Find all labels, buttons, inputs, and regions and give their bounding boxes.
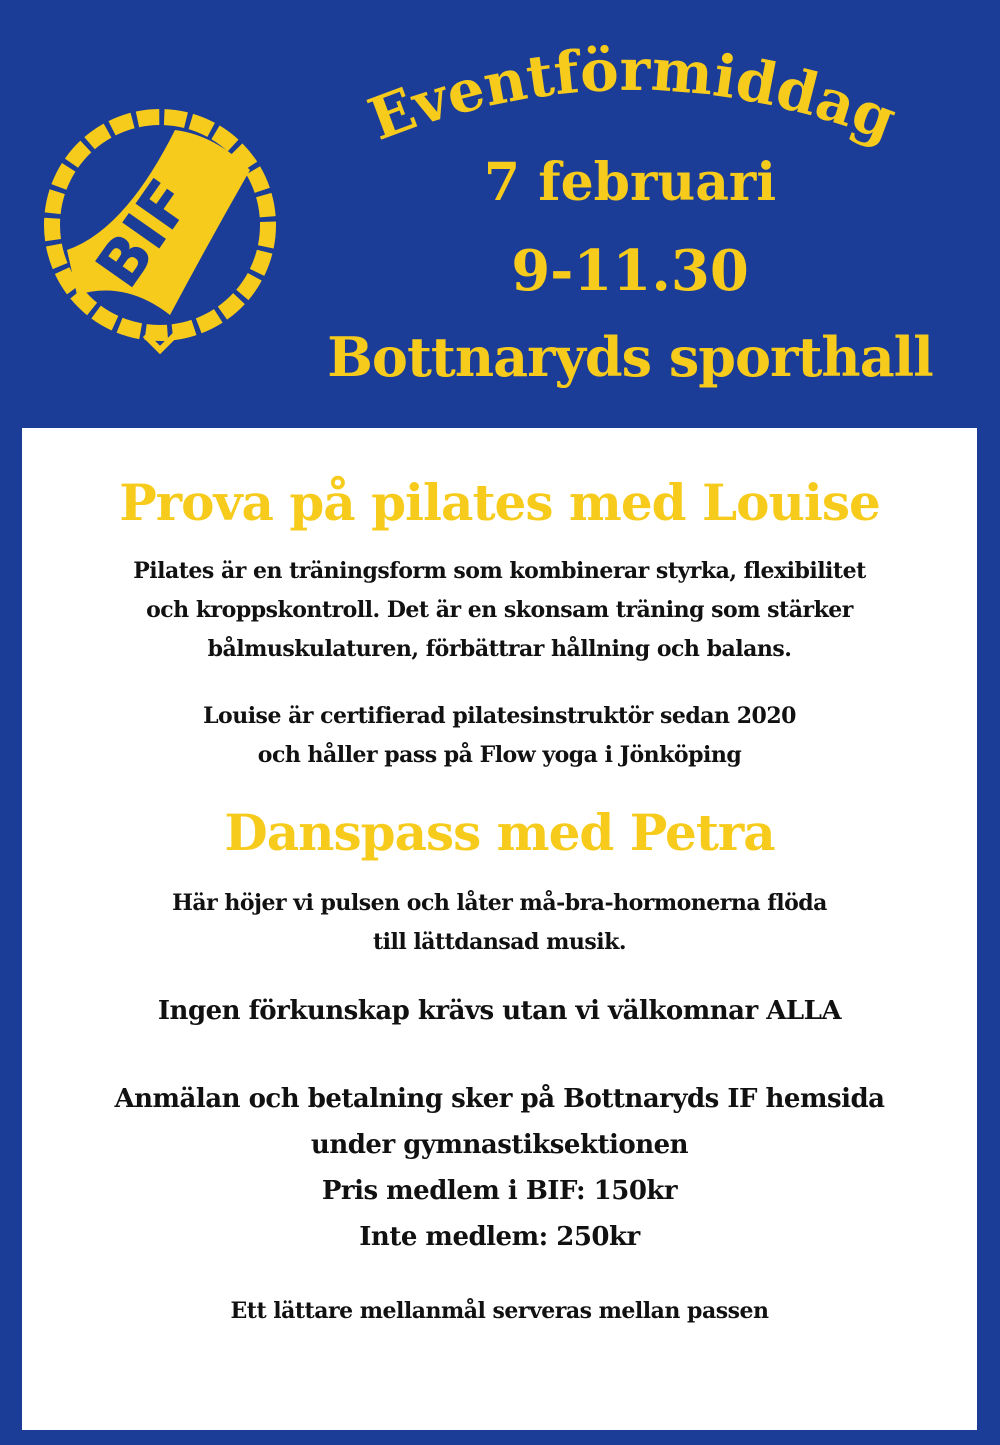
- pilates-heading: Prova på pilates med Louise: [119, 473, 880, 532]
- text-line: till lättdansad musik.: [372, 929, 627, 955]
- louise-bio: [22, 697, 977, 775]
- text-line: och kroppskontroll. Det är en skonsam träning som stärker: [146, 597, 853, 623]
- svg-text:BIF: BIF: [81, 166, 206, 301]
- signup-line: under gymnastiksektionen: [310, 1130, 689, 1160]
- text-line: Pilates är en träningsform som kombinerar styrka, flexibilitet: [133, 558, 866, 584]
- bif-logo: [35, 100, 285, 360]
- snack-note: Ett lättare mellanmål serveras mellan passen: [230, 1298, 769, 1324]
- signup-line: Anmälan och betalning sker på Bottnaryds IF hemsida: [114, 1084, 885, 1114]
- event-location: Bottnaryds sporthall: [327, 325, 933, 389]
- price-member: Pris medlem i BIF: 150kr: [321, 1176, 678, 1206]
- dance-heading: Danspass med Petra: [224, 803, 775, 862]
- event-title-text: Eventförmiddag: [359, 35, 905, 155]
- text-line: och håller pass på Flow yoga i Jönköping: [257, 742, 742, 768]
- event-date: 7 februari: [483, 152, 777, 213]
- pilates-description: [22, 552, 977, 669]
- text-line: Louise är certifierad pilatesinstruktör sedan 2020: [203, 703, 796, 729]
- text-line: bålmuskulaturen, förbättrar hållning och balans.: [207, 636, 792, 662]
- dance-description: [22, 884, 977, 962]
- content-panel: [22, 428, 977, 1430]
- svg-text:Eventförmiddag: [360, 36, 905, 154]
- text-line: Här höjer vi pulsen och låter må-bra-hormonerna flöda: [172, 890, 827, 916]
- price-nonmember: Inte medlem: 250kr: [359, 1222, 640, 1252]
- no-prior-knowledge: Ingen förkunskap krävs utan vi välkomnar ALLA: [157, 996, 842, 1026]
- event-time: 9-11.30: [511, 238, 749, 304]
- signup-info: [22, 1076, 977, 1260]
